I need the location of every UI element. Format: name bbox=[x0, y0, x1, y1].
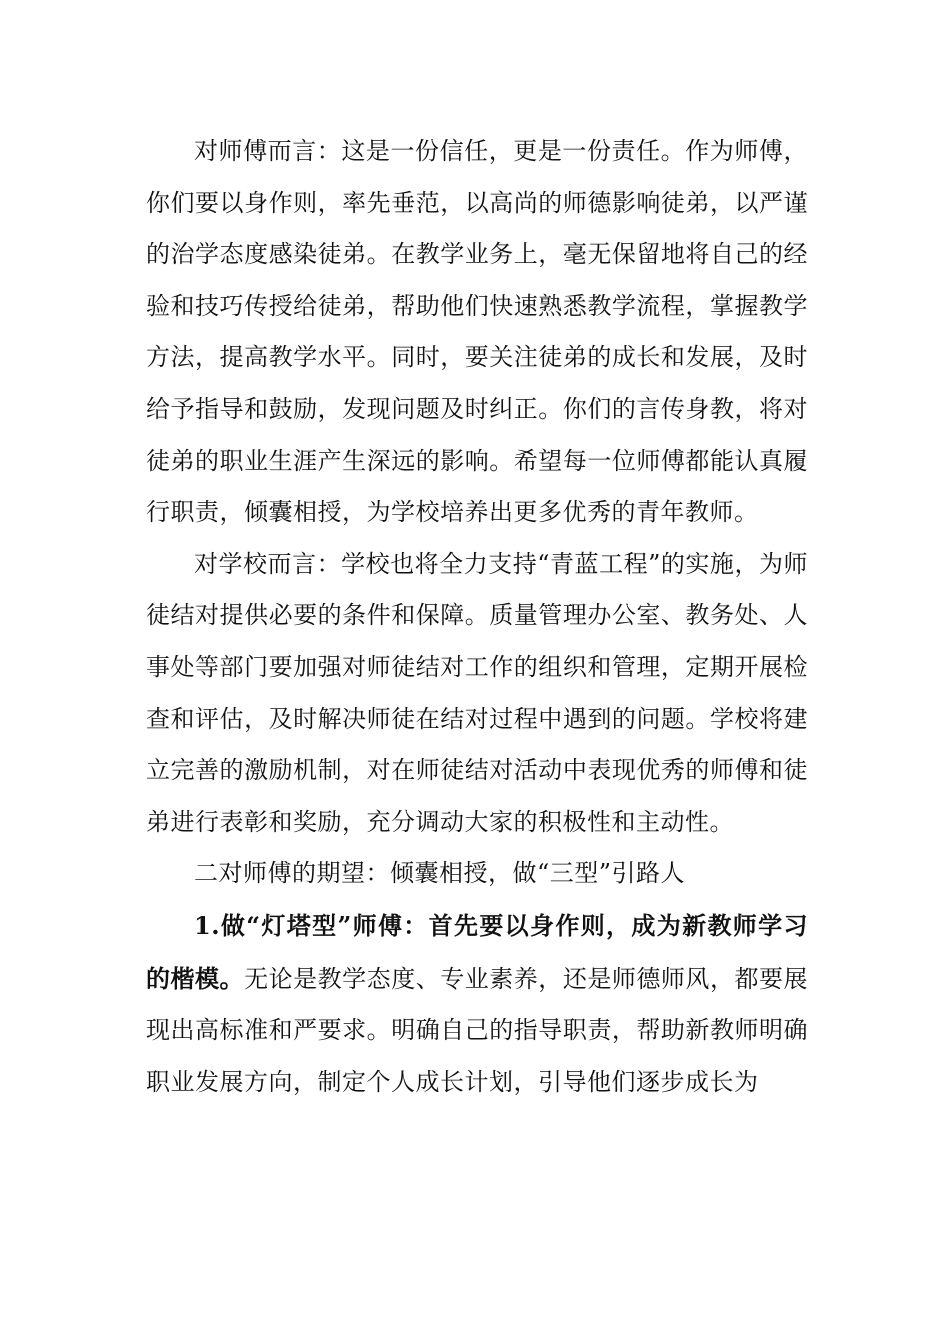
paragraph-school-support: 对学校而言：学校也将全力支持“青蓝工程”的实施，为师徒结对提供必要的条件和保障。质量管理办公室、教务处、人事处等部门要加强对师徒结对工作的组织和管理，定期开展检查和评估，及时解决师徒在结对过程中遇到的问题。学校将建立完善的激励机制，对在师徒结对活动中表现优秀的师傅和徒弟进行表彰和奖励，充分调动大家的积极性和主动性。 bbox=[146, 549, 808, 836]
paragraph-mentor-responsibility: 对师傅而言：这是一份信任，更是一份责任。作为师傅，你们要以身作则，率先垂范，以高尚的师德影响徒弟，以严谨的治学态度感染徒弟。在教学业务上，毫无保留地将自己的经验和技巧传授给徒弟，帮助他们快速熟悉教学流程，掌握教学方法，提高教学水平。同时，要关注徒弟的成长和发展，及时给予指导和鼓励，发现问题及时纠正。你们的言传身教，将对徒弟的职业生涯产生深远的影响。希望每一位师傅都能认真履行职责，倾囊相授，为学校培养出更多优秀的青年教师。 bbox=[146, 137, 808, 527]
section-heading: 二对师傅的期望：倾囊相授，做“三型”引路人 bbox=[194, 859, 686, 888]
item-1-bold-lead: 1.做“灯塔型”师傅：首先要以身作则，成为新教师学习的楷模。 bbox=[146, 910, 808, 993]
paragraph-item-1 bbox=[146, 900, 808, 1108]
item-1-body: 无论是教学态度、专业素养，还是师德师风，都要展现出高标准和严要求。明确自己的指导职责，帮助新教师明确职业发展方向，制定个人成长计划，引导他们逐步成长为 bbox=[146, 964, 808, 1096]
document-body bbox=[146, 126, 808, 1108]
